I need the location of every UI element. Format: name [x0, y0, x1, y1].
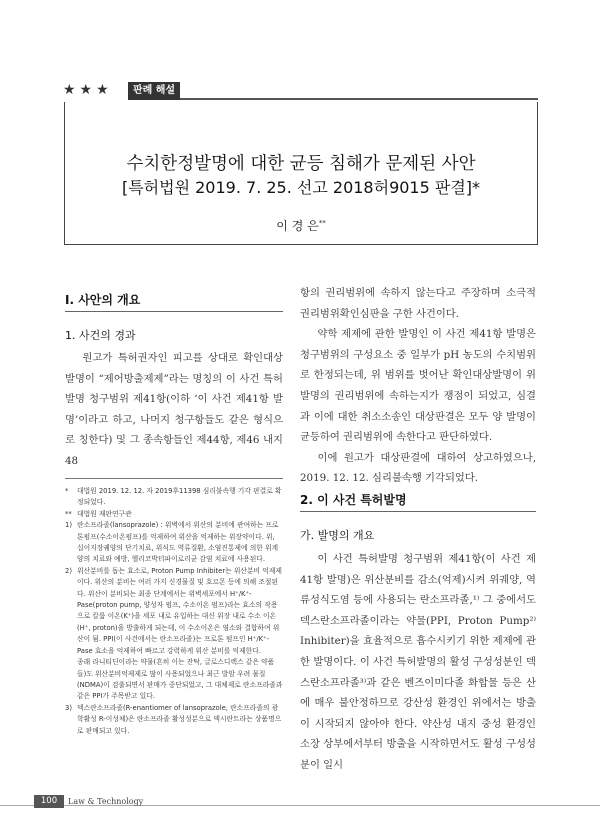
author-footnote-mark: **	[318, 219, 326, 227]
header-rule	[180, 98, 538, 100]
author-name: 이 경 은	[276, 219, 319, 233]
paragraph-case-history: 원고가 특허권자인 피고를 상대로 확인대상발명이 “제어방출제제”라는 명칭의 이 사건 특허발명 청구범위 제41항(이하 ‘이 사건 제41항 발명’이라고 하고, 나머지 청구항들도 같은 형식으로 칭한다) 및 그 종속항들인 제44항, 제46 내지 48	[65, 352, 283, 467]
section-heading-2: 2. 이 사건 특허발명	[300, 493, 407, 507]
author	[65, 217, 537, 234]
paragraph-invention-overview: 이 사건 특허발명 청구범위 제41항(이 사건 제41항 발명)은 위산분비를 감소(억제)시켜 위궤양, 역류성식도염 등에 사용되는 란소프라졸,¹⁾ 그 중에서도 덱스란소프라졸이라는 약물(PPI, Proton Pump²⁾ Inhibiter)을 효율적으로 흡수시키기 위한 제제에 관한 발명이다. 이 사건 특허발명의 활성 구성성분인 덱스란소프라졸³⁾과 같은 벤즈이미다졸 화합물 등은 산에 매우 불안정하므로 강산성 환경인 위에서는 방출이 시작되지 않아야 한다. 약산성 내지 중성 환경인 소장 상부에서부터 방출을 시작하면서도 활성 구성성분이 일시	[300, 553, 536, 771]
section-rule-2	[300, 511, 536, 512]
footnote: 1) 란소프라졸(lansoprazole) : 위벽에서 위산의 분비에 관여하는 프로톤펌프(수소이온펌프)를 억제하여 위산을 억제하는 위장약이다. 위, 십이지장궤양의 단기치료, 위식도 역류질환, 소염진통제에 의한 위계양의 치료와 예방, 헬리코박터파이로리균 감염 치료에 사용된다.	[65, 521, 279, 564]
footnote-rule	[65, 478, 283, 479]
case-citation: [특허법원 2019. 7. 25. 선고 2018허9015 판결]*	[121, 178, 481, 197]
header-stars: ★★★	[63, 82, 113, 98]
right-body-top	[300, 283, 536, 489]
right-body-bottom	[300, 549, 536, 776]
journal-name: Law & Technology	[68, 797, 144, 806]
footnote: * 대법원 2019. 12. 12. 자 2019후11398 심리불속행 기각 판결로 확정되었다.	[65, 487, 282, 507]
footnote: 2) 위산분비를 돕는 효소로, Proton Pump Inhibiter는 위산분비 억제제이다. 위산의 분비는 여러 가지 신경물질 및 호르몬 등에 의해 조절된다. 위산이 분비되는 최종 단계에서는 위벽세포에서 H⁺/K⁺-Pase(proton pump, 양성자 펌프, 수소이온 펌프)라는 효소의 작용으로 칼륨 이온(K⁺)을 세포 내로 유입하는 대신 위장 내로 수소 이온(H⁺, proton)을 방출하게 되는데, 이 수소이온은 염소와 결합하여 위산이 됨. PPI(이 사건에서는 란소프라졸)는 프로톤 펌프인 H⁺/K⁺-Pase 효소을 억제하여 빠르고 강력하게 위산 분비를 억제한다.	[65, 566, 282, 655]
page-number: 100	[34, 795, 64, 808]
section-tag: 판례 해설	[128, 82, 180, 100]
subsection-heading-2: 가. 발명의 개요	[300, 529, 375, 542]
section-rule-1	[65, 311, 283, 312]
footnote: ** 대법원 재판연구관	[65, 509, 132, 518]
footnote: 종래 라니티딘이라는 약물(흔히 이는 잔탁, 글로스디렉스 같은 약품들)도 위산분비억제제로 많이 사용되었으나 최근 발암 우려 물질(NDMA)이 검출되면서 판매가 중단되었고, 그 대체제로 란소프라졸과 같은 PPI가 주목받고 있다.	[77, 658, 283, 701]
section-heading-1: I. 사안의 개요	[65, 293, 141, 307]
footnotes	[65, 486, 283, 737]
subsection-heading-1: 1. 사건의 경과	[65, 329, 136, 342]
paragraph-appeal: 이에 원고가 대상판결에 대하여 상고하였으나, 2019. 12. 12. 심리불속행 기각되었다.	[300, 451, 536, 485]
left-body	[65, 348, 283, 472]
paragraph-issue: 약학 제제에 관한 발명인 이 사건 제41항 발명은 청구범위의 구성요소 중 일부가 pH 농도의 수치범위로 한정되는데, 위 범위를 벗어난 확인대상발명이 위 발명의 권리범위에 속하는지가 쟁점이 되었고, 심결과 이에 대한 취소소송인 대상판결은 모두 양 발명이 균등하여 권리범위에 속한다고 판단하였다.	[300, 328, 536, 444]
footnote: 3) 덱스란소프라졸(R-enantiomer of lansoprazole, 란소프라졸의 광학활성 R-이성체)은 란소프라졸 활성성분으로 덱시란트라는 상품명으로 판매되고 있다.	[65, 703, 282, 735]
article-title: 수치한정발명에 대한 균등 침해가 문제된 사안	[126, 154, 476, 174]
title-box	[64, 102, 538, 245]
paragraph-continued: 항의 권리범위에 속하지 않는다고 주장하며 소극적 권리범위확인심판을 구한 사건이다.	[300, 287, 536, 320]
